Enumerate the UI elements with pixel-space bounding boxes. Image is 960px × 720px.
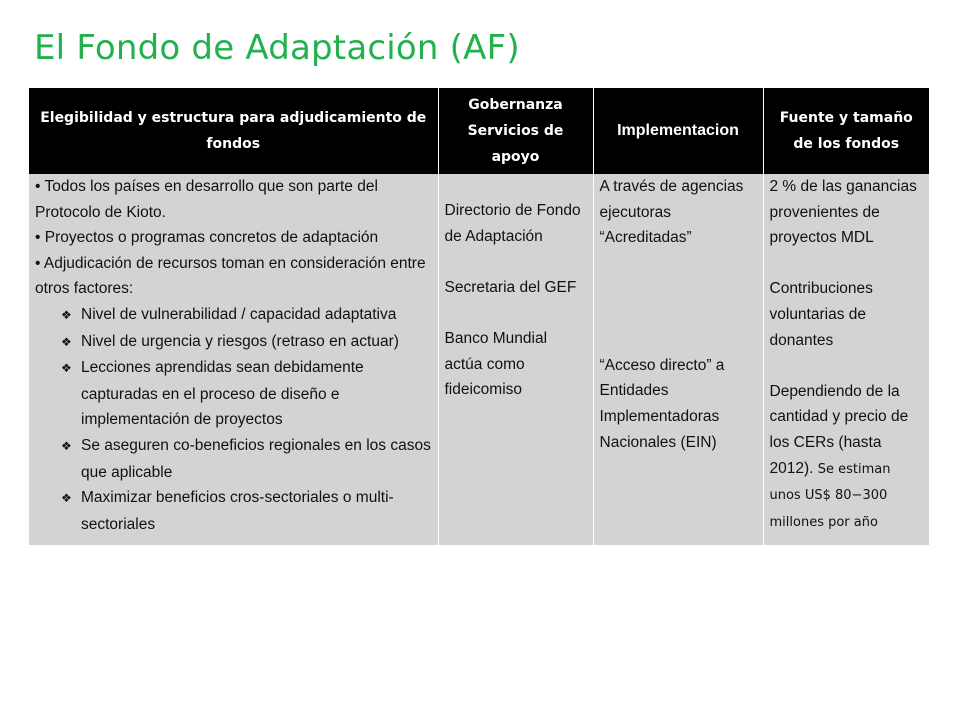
factor-item: ❖ Maximizar beneficios cros-sectoriales o multi-sectoriales: [35, 485, 432, 537]
eligibility-cell: [29, 174, 438, 545]
header-implementation: Implementacion: [593, 88, 763, 174]
factor-item: ❖ Nivel de vulnerabilidad / capacidad adaptativa: [35, 302, 432, 329]
diamond-bullet-icon: ❖: [61, 491, 72, 506]
diamond-bullet-icon: ❖: [61, 307, 72, 322]
header-governance: Gobernanza Servicios de apoyo: [438, 88, 593, 174]
factor-item: ❖ Se aseguren co-beneficios regionales en los casos que aplicable: [35, 433, 432, 485]
header-funding-source: Fuente y tamaño de los fondos: [763, 88, 929, 174]
table-row: [29, 174, 929, 545]
diamond-bullet-icon: ❖: [61, 438, 72, 453]
eligibility-bullet: • Todos los países en desarrollo que son parte del Protocolo de Kioto.: [35, 178, 378, 221]
adaptation-fund-table: [29, 88, 929, 545]
implementation-accredited-agencies: A través de agencias ejecutoras “Acreditadas”: [599, 178, 744, 247]
funding-voluntary-contributions: Contribuciones voluntarias de donantes: [769, 280, 873, 349]
diamond-bullet-icon: ❖: [61, 334, 72, 349]
factor-item: ❖ Nivel de urgencia y riesgos (retraso en actuar): [35, 329, 432, 356]
implementation-cell: [593, 174, 763, 545]
eligibility-bullet: • Proyectos o programas concretos de adaptación: [35, 229, 379, 247]
header-eligibility: Elegibilidad y estructura para adjudicamiento de fondos: [29, 88, 438, 174]
governance-cell: [438, 174, 593, 545]
funding-estimate: Dependiendo de la cantidad y precio de los CERs (hasta 2012). Se estiman unos US$ 80−300 millones por año: [769, 382, 909, 530]
governance-secretariat: Secretaria del GEF: [444, 278, 577, 296]
funding-source-cell: [763, 174, 929, 545]
funding-cdm-share: 2 % de las ganancias provenientes de proyectos MDL: [769, 178, 917, 247]
governance-board: Directorio de Fondo de Adaptación: [444, 202, 581, 245]
governance-trustee: Banco Mundial actúa como fideicomiso: [444, 329, 548, 399]
eligibility-bullet: • Adjudicación de recursos toman en consideración entre otros factores:: [35, 254, 426, 298]
factor-item: ❖ Lecciones aprendidas sean debidamente capturadas en el proceso de diseño e implementación de proyectos: [35, 355, 432, 433]
slide-title: El Fondo de Adaptación (AF): [34, 28, 520, 68]
implementation-direct-access: “Acceso directo” a Entidades Implementadoras Nacionales (EIN): [599, 356, 725, 451]
table-header-row: [29, 88, 929, 174]
funding-estimate-note: Se estiman unos US$ 80−300 millones por año: [769, 461, 891, 530]
diamond-bullet-icon: ❖: [61, 361, 72, 376]
